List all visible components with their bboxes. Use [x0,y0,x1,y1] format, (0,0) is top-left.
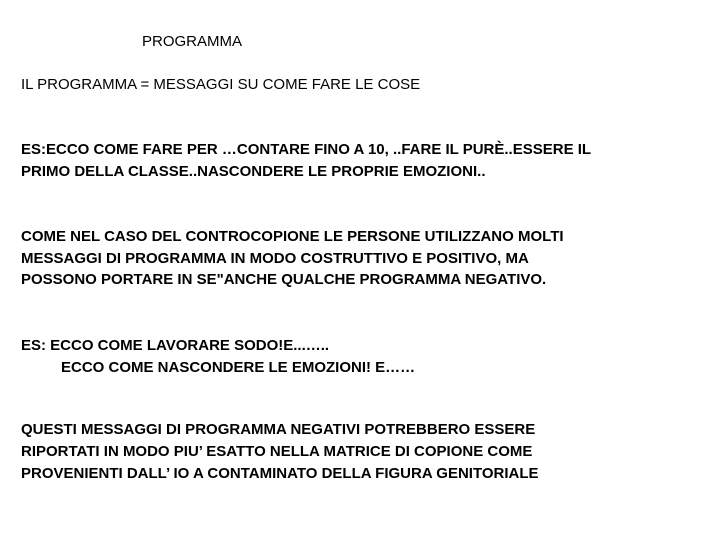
conclusion-line3: PROVENIENTI DALL’ IO A CONTAMINATO DELLA FIGURA GENITORIALE [21,465,539,482]
slide-title: PROGRAMMA [142,33,243,50]
paragraph-line2: MESSAGGI DI PROGRAMMA IN MODO COSTRUTTIVO E POSITIVO, MA [21,250,529,267]
example2-line2: ECCO COME NASCONDERE LE EMOZIONI! E…… [61,359,416,376]
example1-line2: PRIMO DELLA CLASSE..NASCONDERE LE PROPRIE EMOZIONI.. [21,163,486,180]
example1-line1: ES:ECCO COME FARE PER …CONTARE FINO A 10, ..FARE IL PURÈ..ESSERE IL [21,141,592,158]
conclusion-line1: QUESTI MESSAGGI DI PROGRAMMA NEGATIVI POTREBBERO ESSERE [21,421,536,438]
definition-text: IL PROGRAMMA = MESSAGGI SU COME FARE LE COSE [21,76,421,93]
example2-line1: ES: ECCO COME LAVORARE SODO!E...….. [21,337,330,354]
conclusion-line2: RIPORTATI IN MODO PIU’ ESATTO NELLA MATRICE DI COPIONE COME [21,443,533,460]
paragraph-line3: POSSONO PORTARE IN SE"ANCHE QUALCHE PROGRAMMA NEGATIVO. [21,271,547,288]
paragraph-line1: COME NEL CASO DEL CONTROCOPIONE LE PERSONE UTILIZZANO MOLTI [21,228,564,245]
